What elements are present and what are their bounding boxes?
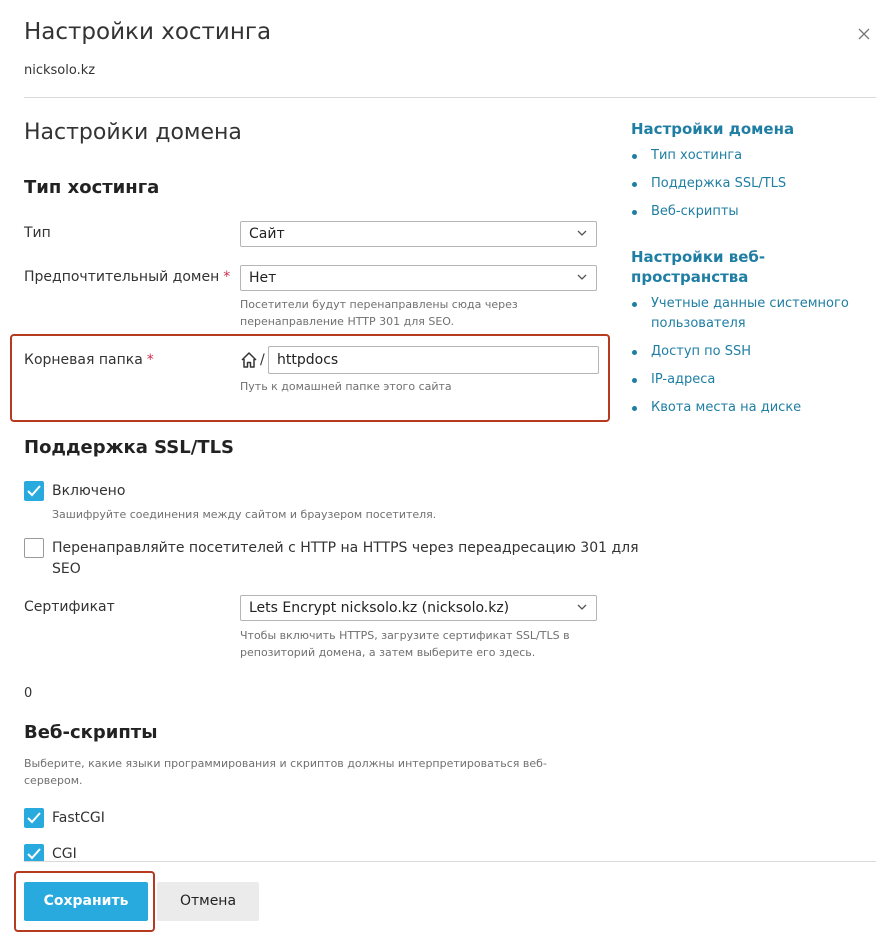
- type-select[interactable]: [240, 221, 597, 247]
- counter-value: 0: [24, 686, 33, 701]
- root-folder-label-text: Корневая папка: [24, 352, 143, 368]
- chevron-down-icon: [577, 603, 587, 611]
- certificate-hint: [240, 627, 570, 661]
- chevron-down-icon: [577, 273, 587, 281]
- certificate-label: Сертификат: [24, 599, 115, 615]
- required-mark: *: [223, 269, 231, 285]
- cgi-label: CGI: [52, 846, 77, 861]
- cgi-checkbox[interactable]: [24, 844, 44, 861]
- fastcgi-label: FastCGI: [52, 810, 105, 826]
- web-scripts-hint: [24, 755, 547, 789]
- ssl-enabled-label: Включено: [52, 483, 126, 499]
- root-folder-hint: Путь к домашней папке этого сайта: [240, 380, 452, 393]
- chevron-down-icon: [577, 229, 587, 237]
- web-scripts-hint-line1: Выберите, какие языки программирования и скриптов должны интерпретироваться веб-: [24, 757, 547, 770]
- preferred-domain-hint: [240, 296, 518, 330]
- ssl-heading: Поддержка SSL/TLS: [24, 437, 235, 458]
- preferred-domain-select[interactable]: [240, 265, 597, 291]
- preferred-domain-hint-line1: Посетители будут перенаправлены сюда через: [240, 298, 518, 311]
- check-icon: [27, 485, 41, 497]
- dialog-title: Настройки хостинга: [24, 19, 272, 45]
- hosting-type-heading: Тип хостинга: [24, 177, 160, 198]
- close-icon[interactable]: [854, 24, 874, 44]
- sidebar-item-system-user[interactable]: Учетные данные системного: [651, 294, 849, 314]
- preferred-domain-value: Нет: [249, 270, 277, 286]
- https-redirect-checkbox[interactable]: [24, 538, 44, 558]
- path-separator: /: [260, 352, 265, 368]
- page-title: Настройки домена: [24, 120, 242, 145]
- https-redirect-label: [52, 538, 639, 580]
- ssl-enabled-hint: Зашифруйте соединения между сайтом и браузером посетителя.: [52, 508, 437, 521]
- web-scripts-heading: Веб-скрипты: [24, 722, 158, 743]
- sidebar-item-system-user-line2[interactable]: пользователя: [651, 316, 746, 331]
- sidebar-title-webspace-line1: Настройки веб-: [631, 248, 766, 266]
- https-redirect-label-line1: Перенаправляйте посетителей с HTTP на HTTPS через переадресацию 301 для: [52, 540, 639, 556]
- type-select-value: Сайт: [249, 226, 285, 242]
- preferred-domain-label: [24, 269, 230, 285]
- sidebar-item-ip[interactable]: IP-адреса: [651, 370, 715, 390]
- https-redirect-label-line2: SEO: [52, 561, 81, 577]
- certificate-select[interactable]: [240, 595, 597, 621]
- certificate-value: Lets Encrypt nicksolo.kz (nicksolo.kz): [249, 600, 510, 616]
- sidebar-item-web-scripts[interactable]: Веб-скрипты: [651, 202, 739, 222]
- check-icon: [27, 812, 41, 824]
- sidebar-title-webspace[interactable]: [631, 247, 765, 287]
- footer-divider: [24, 861, 876, 862]
- sidebar-item-hosting-type[interactable]: Тип хостинга: [651, 146, 742, 166]
- type-label: Тип: [24, 225, 51, 241]
- sidebar-title-webspace-line2: пространства: [631, 268, 749, 286]
- home-icon: [240, 351, 258, 369]
- certificate-hint-line2: репозиторий домена, а затем выберите его здесь.: [240, 646, 536, 659]
- ssl-enabled-checkbox[interactable]: [24, 481, 44, 501]
- fastcgi-checkbox[interactable]: [24, 808, 44, 828]
- preferred-domain-label-text: Предпочтительный домен: [24, 269, 220, 285]
- scroll-clip: [0, 843, 879, 861]
- sidebar-item-ssh[interactable]: Доступ по SSH: [651, 342, 751, 362]
- sidebar-title-domain[interactable]: Настройки домена: [631, 120, 795, 138]
- root-folder-label: [24, 352, 154, 368]
- cancel-button[interactable]: Отмена: [157, 882, 259, 921]
- web-scripts-hint-line2: сервером.: [24, 774, 83, 787]
- sidebar-item-ssl[interactable]: Поддержка SSL/TLS: [651, 174, 786, 194]
- preferred-domain-hint-line2: перенаправление HTTP 301 для SEO.: [240, 315, 454, 328]
- save-button[interactable]: Сохранить: [24, 882, 148, 921]
- dialog-subtitle: nicksolo.kz: [24, 63, 96, 78]
- sidebar-item-quota[interactable]: Квота места на диске: [651, 398, 801, 418]
- header-divider: [24, 97, 876, 98]
- certificate-hint-line1: Чтобы включить HTTPS, загрузите сертификат SSL/TLS в: [240, 629, 570, 642]
- check-icon: [27, 848, 41, 860]
- root-folder-input[interactable]: httpdocs: [268, 346, 599, 374]
- required-mark: *: [146, 352, 154, 368]
